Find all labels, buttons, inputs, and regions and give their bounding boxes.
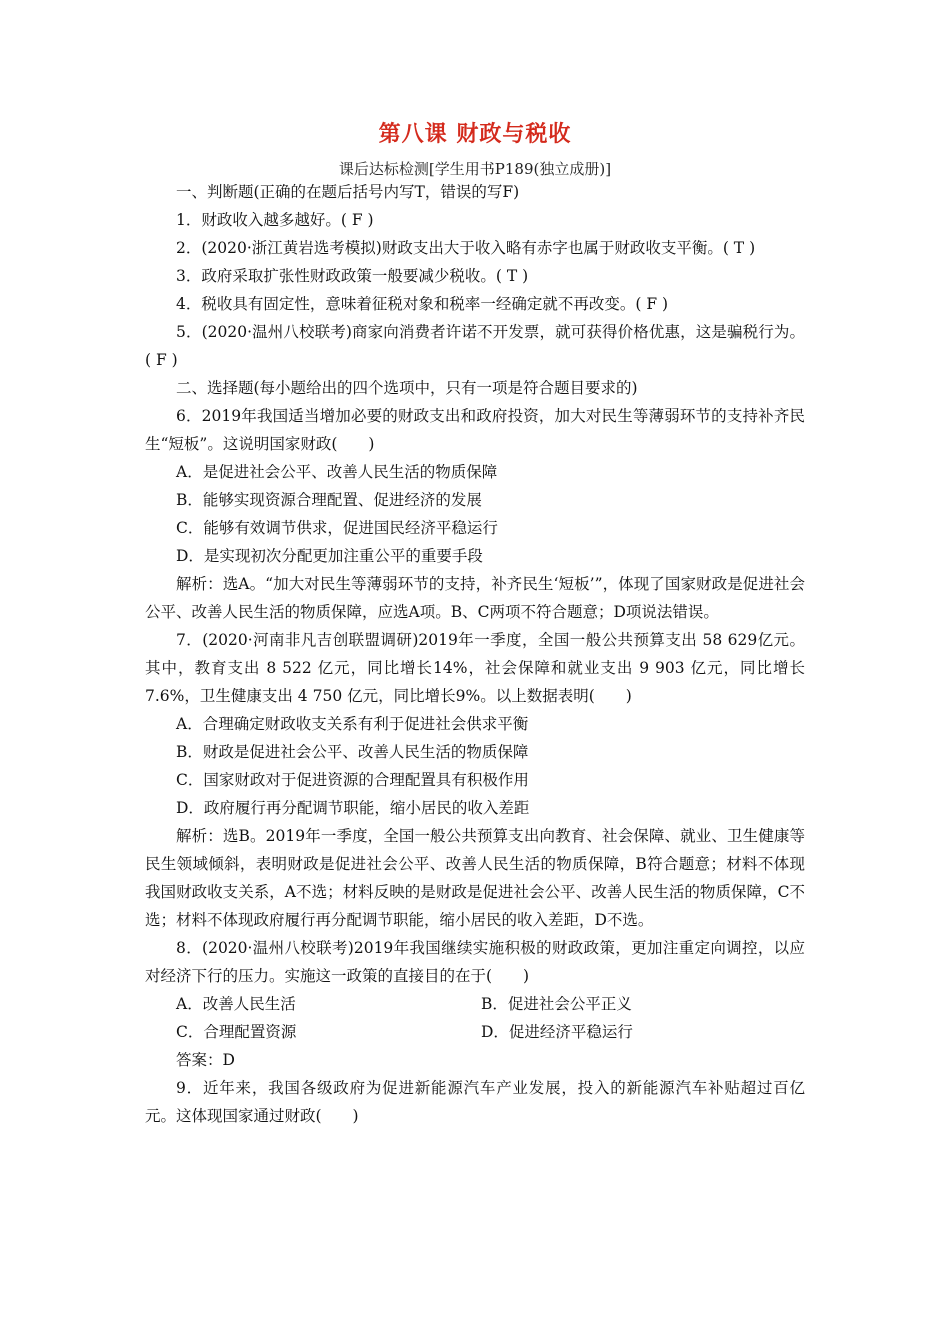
section-heading-choice: 二、选择题(每小题给出的四个选项中，只有一项是符合题目要求的): [176, 379, 638, 397]
question-7-option-a: A．合理确定财政收支关系有利于促进社会供求平衡: [176, 715, 529, 733]
question-7-option-c: C．国家财政对于促进资源的合理配置具有积极作用: [176, 771, 529, 789]
question-8-option-a: A．改善人民生活: [176, 995, 296, 1013]
page-subtitle: 课后达标检测[学生用书P189(独立成册)]: [338, 160, 612, 178]
question-8-option-b: B．促进社会公平正义: [481, 995, 632, 1013]
question-8-answer: 答案：D: [176, 1051, 235, 1069]
question-6-stem: 6．2019年我国适当增加必要的财政支出和政府投资，加大对民生等薄弱环节的支持补齐民生“短板”。这说明国家财政( ): [145, 407, 805, 453]
question-8-options-row-1: [145, 990, 805, 1018]
judge-item-3: 3．政府采取扩张性财政政策一般要减少税收。( T ): [176, 267, 529, 285]
question-6-option-a: A．是促进社会公平、改善人民生活的物质保障: [176, 463, 498, 481]
judge-item-4: 4．税收具有固定性，意味着征税对象和税率一经确定就不再改变。( F ): [176, 295, 669, 313]
document-body: [145, 178, 805, 1130]
question-6-option-c: C．能够有效调节供求，促进国民经济平稳运行: [176, 519, 498, 537]
section-heading-judge: 一、判断题(正确的在题后括号内写T，错误的写F): [176, 183, 520, 201]
question-8-option-c: C．合理配置资源: [176, 1023, 297, 1041]
question-8-option-d: D．促进经济平稳运行: [481, 1023, 633, 1041]
question-9-stem: 9．近年来，我国各级政府为促进新能源汽车产业发展，投入的新能源汽车补贴超过百亿元。这体现国家通过财政( ): [145, 1079, 805, 1125]
judge-item-2: 2．(2020·浙江黄岩选考模拟)财政支出大于收入略有赤字也属于财政收支平衡。( T ): [176, 239, 756, 257]
question-7-stem: 7．(2020·河南非凡吉创联盟调研)2019年一季度，全国一般公共预算支出 58 629亿元。其中，教育支出 8 522 亿元，同比增长14%，社会保障和就业支出 9 903 亿元，同比增长7.6%，卫生健康支出 4 750 亿元，同比增长9%。以上数据表明( ): [145, 631, 805, 705]
question-6-option-d: D．是实现初次分配更加注重公平的重要手段: [176, 547, 483, 565]
question-8-stem: 8．(2020·温州八校联考)2019年我国继续实施积极的财政政策，更加注重定向调控，以应对经济下行的压力。实施这一政策的直接目的在于( ): [145, 939, 805, 985]
question-6-analysis: 解析：选A。“加大对民生等薄弱环节的支持，补齐民生‘短板’”，体现了国家财政是促进社会公平、改善人民生活的物质保障，应选A项。B、C两项不符合题意；D项说法错误。: [145, 575, 805, 621]
question-7-analysis: 解析：选B。2019年一季度，全国一般公共预算支出向教育、社会保障、就业、卫生健康等民生领域倾斜，表明财政是促进社会公平、改善人民生活的物质保障，B符合题意；材料不体现我国财政收支关系，A不选；材料反映的是财政是促进社会公平、改善人民生活的物质保障，C不选；材料不体现政府履行再分配调节职能，缩小居民的收入差距，D不选。: [145, 827, 805, 929]
question-8-options-row-2: [145, 1018, 805, 1046]
question-7-option-b: B．财政是促进社会公平、改善人民生活的物质保障: [176, 743, 529, 761]
question-6-option-b: B．能够实现资源合理配置、促进经济的发展: [176, 491, 482, 509]
judge-item-1: 1．财政收入越多越好。( F ): [176, 211, 374, 229]
judge-item-5: 5．(2020·温州八校联考)商家向消费者许诺不开发票，就可获得价格优惠，这是骗税行为。( F ): [145, 323, 805, 369]
page-title: 第八课 财政与税收: [378, 122, 572, 147]
question-7-option-d: D．政府履行再分配调节职能，缩小居民的收入差距: [176, 799, 530, 817]
